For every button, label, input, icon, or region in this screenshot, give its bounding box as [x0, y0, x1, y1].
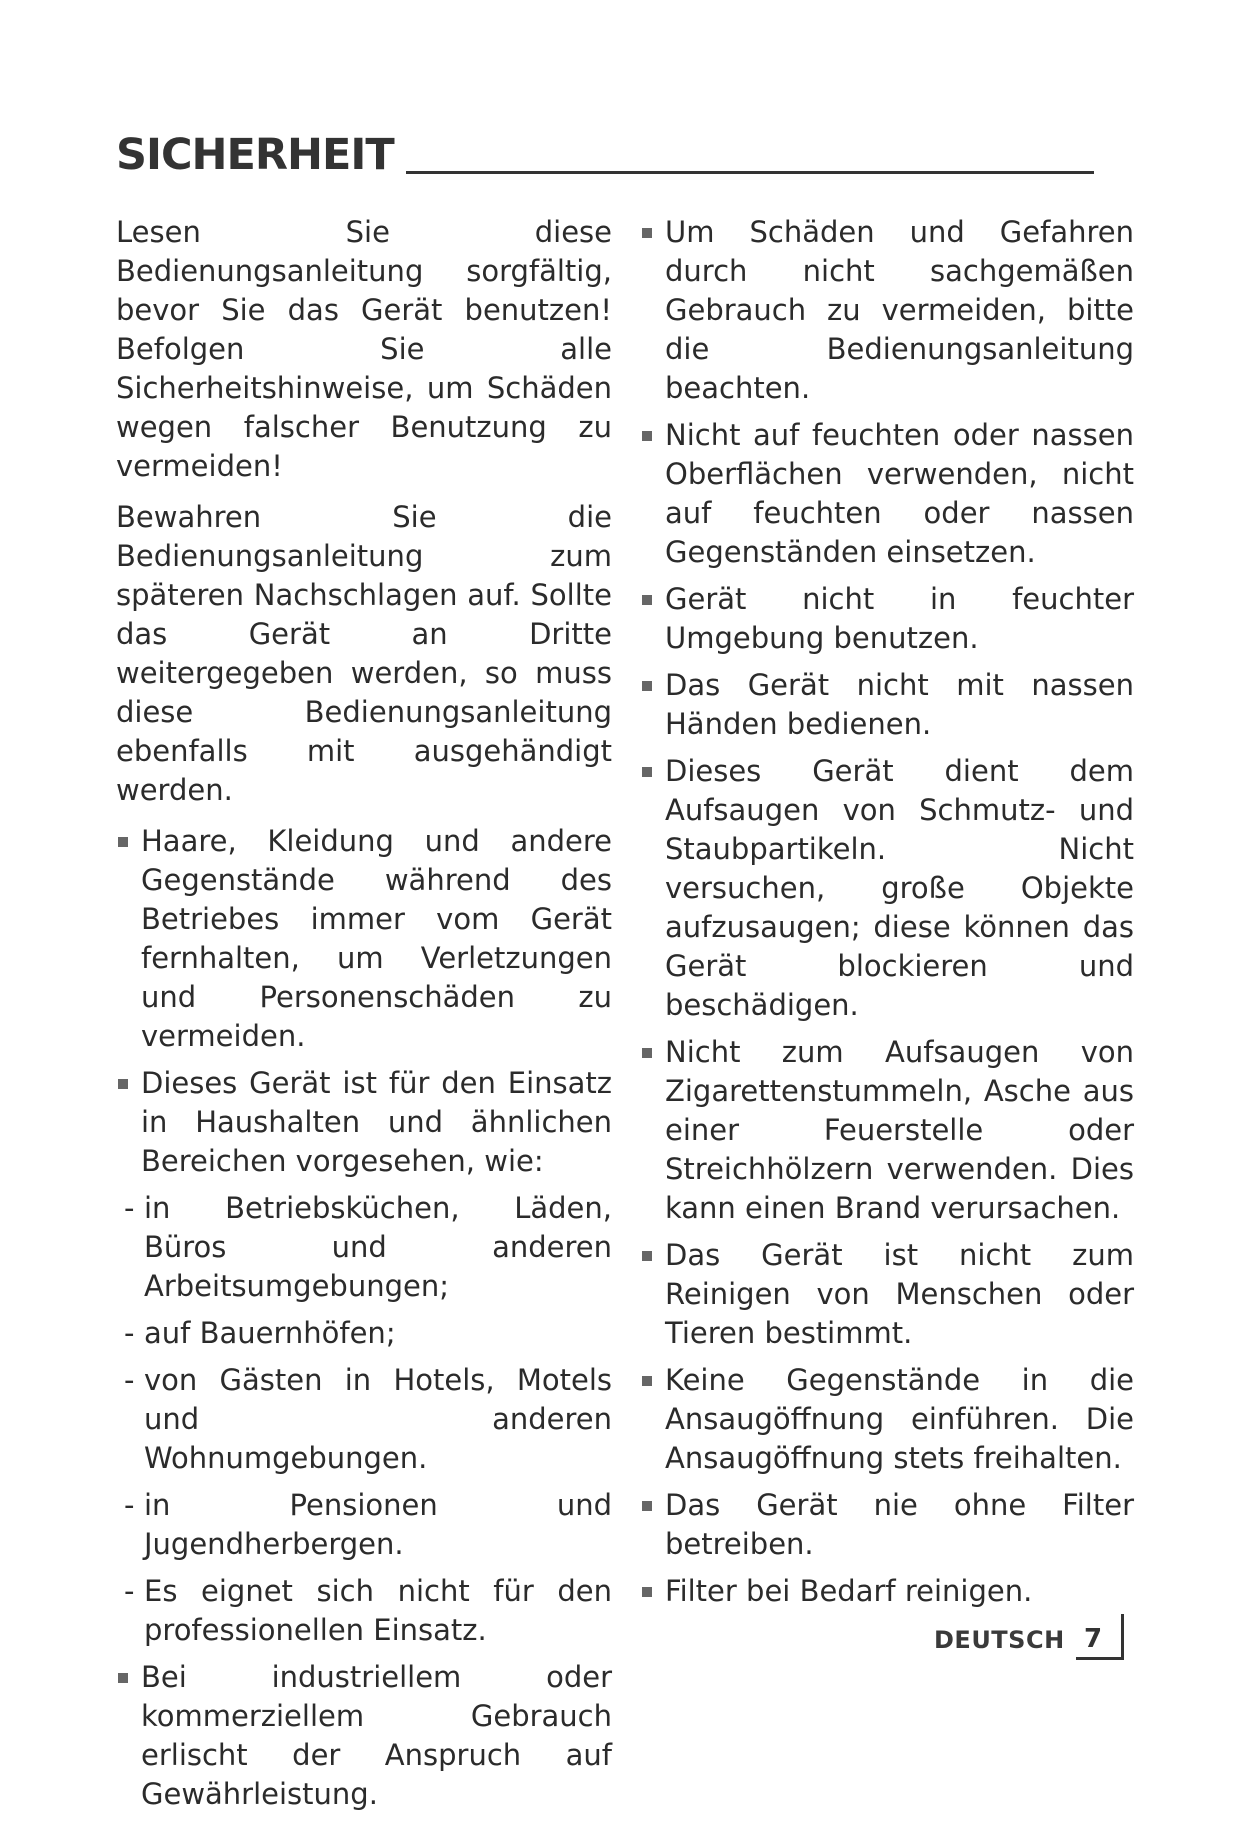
list-item — [116, 1658, 612, 1814]
title-rule — [406, 171, 1094, 174]
list-item-text: Bei industriellem oder kommerziellem Gebrauch erlischt der Anspruch auf Gewährleistung. — [141, 1660, 612, 1811]
list-item-text: Gerät nicht in feuchter Umgebung benutzen. — [665, 582, 1134, 655]
language-label: DEUTSCH — [934, 1626, 1065, 1654]
list-item — [640, 666, 1134, 744]
dash-marker-icon: - — [124, 1363, 135, 1397]
section-title: SICHERHEIT — [116, 130, 394, 180]
list-item — [640, 1486, 1134, 1564]
square-bullet-icon — [642, 595, 652, 605]
list-item — [640, 1572, 1134, 1611]
page-footer — [934, 1614, 1134, 1664]
square-bullet-icon — [118, 1673, 128, 1683]
square-bullet-icon — [642, 1376, 652, 1386]
intro-paragraph: Lesen Sie diese Bedienungsanleitung sorgfältig, bevor Sie das Gerät benutzen! Befolgen Sie alle Sicherheitshinweise, um Schäden wegen falscher Benutzung zu vermeiden! — [116, 215, 612, 483]
dash-marker-icon: - — [124, 1191, 135, 1225]
dash-item-text: in Pensionen und Jugendherbergen. — [144, 1488, 612, 1561]
square-bullet-icon — [642, 1501, 652, 1511]
left-bullet-list-end — [116, 1658, 612, 1814]
list-item — [640, 416, 1134, 572]
dash-item — [116, 1314, 612, 1353]
square-bullet-icon — [642, 1048, 652, 1058]
list-item-text: Das Gerät nie ohne Filter betreiben. — [665, 1488, 1134, 1561]
square-bullet-icon — [642, 228, 652, 238]
dash-item — [116, 1189, 612, 1306]
dash-item — [116, 1361, 612, 1478]
dash-marker-icon: - — [124, 1488, 135, 1522]
usage-dash-list — [116, 1189, 612, 1650]
list-item-text: Dieses Gerät ist für den Einsatz in Haushalten und ähnlichen Bereichen vorgesehen, wie: — [141, 1066, 612, 1178]
square-bullet-icon — [642, 767, 652, 777]
square-bullet-icon — [118, 837, 128, 847]
list-item-text: Dieses Gerät dient dem Aufsaugen von Schmutz- und Staubpartikeln. Nicht versuchen, große Objekte aufzusaugen; diese können das Gerät blockieren und beschädigen. — [665, 754, 1134, 1022]
dash-item — [116, 1486, 612, 1564]
list-item — [640, 213, 1134, 408]
right-column — [640, 213, 1134, 1619]
list-item-text: Keine Gegenstände in die Ansaugöffnung einführen. Die Ansaugöffnung stets freihalten. — [665, 1363, 1134, 1475]
left-column — [116, 213, 612, 1822]
list-item-text: Haare, Kleidung und andere Gegenstände während des Betriebes immer vom Gerät fernhalten, um Verletzungen und Personenschäden zu vermeiden. — [141, 824, 612, 1053]
dash-item — [116, 1572, 612, 1650]
list-item — [640, 1033, 1134, 1228]
section-header — [116, 130, 1094, 180]
list-item-text: Das Gerät ist nicht zum Reinigen von Menschen oder Tieren bestimmt. — [665, 1238, 1134, 1350]
page-number: 7 — [1084, 1624, 1103, 1654]
list-item — [640, 752, 1134, 1025]
page-corner-mark — [1121, 1614, 1124, 1660]
left-bullet-list — [116, 822, 612, 1181]
square-bullet-icon — [118, 1079, 128, 1089]
dash-item-text: in Betriebsküchen, Läden, Büros und anderen Arbeitsumgebungen; — [144, 1191, 612, 1303]
right-bullet-list — [640, 213, 1134, 1611]
storage-paragraph: Bewahren Sie die Bedienungsanleitung zum späteren Nachschlagen auf. Sollte das Gerät an Dritte weitergegeben werden, so muss diese Bedienungsanleitung ebenfalls mit ausgehändigt werden. — [116, 500, 612, 807]
square-bullet-icon — [642, 1587, 652, 1597]
list-item-text: Nicht auf feuchten oder nassen Oberflächen verwenden, nicht auf feuchten oder nassen Gegenständen einsetzen. — [665, 418, 1134, 569]
page-corner-underline — [1076, 1657, 1124, 1660]
dash-marker-icon: - — [124, 1316, 135, 1350]
square-bullet-icon — [642, 1251, 652, 1261]
square-bullet-icon — [642, 681, 652, 691]
dash-item-text: auf Bauernhöfen; — [144, 1316, 396, 1350]
list-item-text: Das Gerät nicht mit nassen Händen bedienen. — [665, 668, 1134, 741]
square-bullet-icon — [642, 431, 652, 441]
list-item — [640, 1236, 1134, 1353]
dash-item-text: von Gästen in Hotels, Motels und anderen Wohnumgebungen. — [144, 1363, 612, 1475]
list-item-text: Nicht zum Aufsaugen von Zigarettenstummeln, Asche aus einer Feuerstelle oder Streichhölzern verwenden. Dies kann einen Brand verursachen. — [665, 1035, 1134, 1225]
list-item-text: Filter bei Bedarf reinigen. — [665, 1574, 1033, 1608]
list-item — [116, 822, 612, 1056]
list-item — [640, 1361, 1134, 1478]
list-item — [640, 580, 1134, 658]
list-item — [116, 1064, 612, 1181]
dash-item-text: Es eignet sich nicht für den professionellen Einsatz. — [144, 1574, 612, 1647]
dash-marker-icon: - — [124, 1574, 135, 1608]
list-item-text: Um Schäden und Gefahren durch nicht sachgemäßen Gebrauch zu vermeiden, bitte die Bedienungsanleitung beachten. — [665, 215, 1134, 405]
